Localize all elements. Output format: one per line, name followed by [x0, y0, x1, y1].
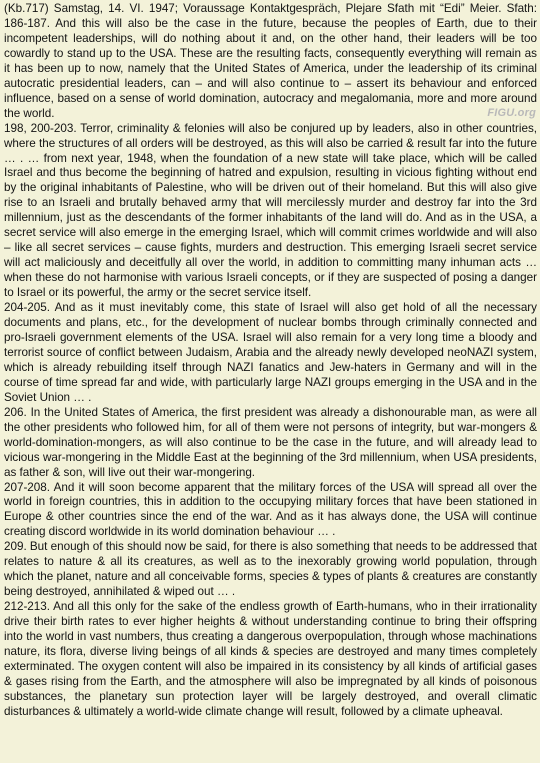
paragraph-206: 206. In the United States of America, the first president was already a dishonourable man, as were all the other presidents who followed him, for all of them were not persons of integrity, but war-mongers & world-domination-mongers, as will also continue to be the case in the future, and will already lead to vicious war-mongering in the Middle East at the beginning of the 3rd millennium, when USA presidents, as father & son, will live out their war-mongering. [4, 405, 537, 479]
paragraph-186-187: (Kb.717) Samstag, 14. VI. 1947; Voraussage Kontaktgespräch, Plejare Sfath mit “Edi” Meier. Sfath: 186-187. And this will also be the case in the future, because the peoples of Earth, due to their incompetent leaderships, will do nothing about it and, on the other hand, their leaders will be too cowardly to stand up to the USA. These are the resulting facts, consequently everything will remain as it has been up to now, namely that the United States of America, under the leadership of its criminal autocratic presidential leaders, can – and will also continue to – assert its behaviour and enforced influence, based on a sense of world domination, autocracy and megalomania, more and more around the world. [4, 2, 537, 120]
paragraph-209: 209. But enough of this should now be said, for there is also something that needs to be addressed that relates to nature & all its creatures, as well as to the inexorably growing world population, through which the planet, nature and all conceivable forms, species & types of plants & creatures are constantly being destroyed, annihilated & wiped out … . [4, 540, 537, 599]
paragraph-212-213: 212-213. And all this only for the sake of the endless growth of Earth-humans, who in their irrationality drive their birth rates to ever higher heights & without understanding continue to bring their offspring into the world in vast numbers, thus creating a dangerous overpopulation, through whose machinations nature, its flora, diverse living beings of all kinds & species are destroyed and many times completely exterminated. The oxygen content will also be impaired in its consistency by all kinds of artificial gases & gases rising from the Earth, and the atmosphere will also be impregnated by all kinds of poisonous substances, the planetary sun protection layer will be largely destroyed, and overall climatic disturbances & ultimately a world-wide climate change will result, followed by a climate upheaval. [4, 600, 537, 718]
figu-watermark: FIGU.org [487, 107, 536, 119]
paragraph-204-205: 204-205. And as it must inevitably come, this state of Israel will also get hold of all the necessary documents and plans, etc., for the development of nuclear bombs through criminally connected and pro-Israeli government elements of the USA. Israel will also remain for a very long time a bloody and terrorist source of conflict between Judaism, Arabia and the already newly developed neoNAZI system, which is already rebuilding itself through NAZI fanatics and Jew-haters in Germany and will in the course of time spread far and wide, with particularly large NAZI groups emerging in the USA and in the Soviet Union … . [4, 301, 537, 404]
paragraph-207-208: 207-208. And it will soon become apparent that the military forces of the USA will spread all over the world in foreign countries, this in addition to the occupying military forces that have been stationed in Europe & other countries since the end of the war. And as it has always done, the USA will continue creating discord worldwide in its world domination behaviour … . [4, 480, 537, 539]
paragraph-198-203: 198, 200-203. Terror, criminality & felonies will also be conjured up by leaders, also in other countries, where the structures of all orders will be destroyed, as this will also be carried & result far into the future … . … from next year, 1948, when the foundation of a new state will take place, which will be called Israel and thus become the beginning of hatred and expulsion, resulting in vicious fighting without end by the original inhabitants of Palestine, who will be driven out of their homeland. But this will also give rise to an Israeli and brutally behaved army that will mercilessly murder and destroy far into the 3rd millennium, just as the descendants of the former inhabitants of the land will do. And as in the USA, a secret service will also emerge in the emerging Israel, which will commit crimes worldwide and will also – like all secret services – cause fights, murders and destruction. This emerging Israeli secret service will act maliciously and deceitfully all over the world, in addition to committing many inhuman acts … when these do not harmonise with various Israeli concepts, or if they are suspected of posing a danger to Israel or its powerful, the army or the secret service itself. [4, 121, 537, 300]
document-body [4, 2, 537, 720]
